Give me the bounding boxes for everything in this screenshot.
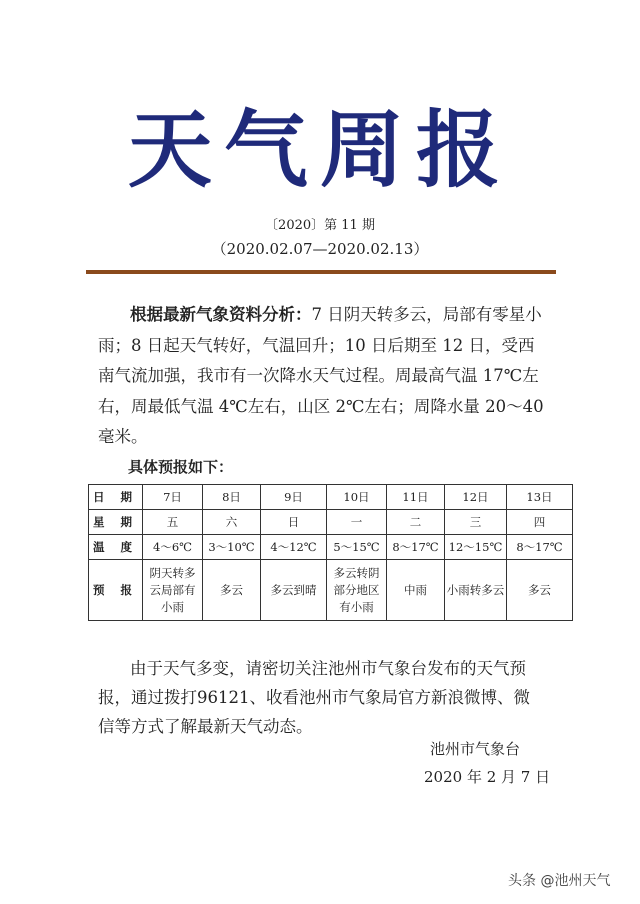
table-cell-forecast: 小雨转多云: [445, 560, 507, 621]
table-cell-temperature: 8～17℃: [507, 535, 573, 560]
table-cell-date: 10日: [327, 485, 387, 510]
table-row-weekday: [89, 510, 573, 535]
table-cell-weekday: 三: [445, 510, 507, 535]
table-row-temperature: [89, 535, 573, 560]
table-cell-weekday: 六: [203, 510, 261, 535]
analysis-lead: 根据最新气象资料分析：: [130, 305, 312, 324]
table-cell-temperature: 12～15℃: [445, 535, 507, 560]
row-label-temperature: 温 度: [89, 535, 143, 560]
table-cell-date: 7日: [143, 485, 203, 510]
signature-org: 池州市气象台: [430, 740, 521, 758]
table-cell-temperature: 5～15℃: [327, 535, 387, 560]
table-row-date: [89, 485, 573, 510]
table-cell-weekday: 五: [143, 510, 203, 535]
table-cell-forecast: 多云转阴部分地区有小雨: [327, 560, 387, 621]
row-label-date: 日 期: [89, 485, 143, 510]
notice-paragraph: 由于天气多变，请密切关注池州市气象台发布的天气预报，通过拨打96121、收看池州市气象局官方新浪微博、微信等方式了解最新天气动态。: [98, 659, 530, 736]
table-cell-forecast: 多云: [507, 560, 573, 621]
table-row-forecast: [89, 560, 573, 621]
divider-rule: [86, 270, 556, 274]
table-cell-date: 12日: [445, 485, 507, 510]
date-range: （2020.02.07—2020.02.13）: [211, 240, 429, 258]
page-title: 天气周报: [127, 101, 512, 199]
signature-date: 2020 年 2 月 7 日: [424, 768, 551, 786]
table-cell-forecast: 中雨: [387, 560, 445, 621]
row-label-forecast: 预 报: [89, 560, 143, 621]
watermark: 头条 @池州天气: [508, 873, 611, 889]
table-cell-forecast: 多云到晴: [261, 560, 327, 621]
table-cell-date: 13日: [507, 485, 573, 510]
table-cell-forecast: 多云: [203, 560, 261, 621]
table-cell-date: 9日: [261, 485, 327, 510]
issue-number: 〔2020〕第 11 期: [265, 218, 375, 233]
analysis-paragraph: [98, 300, 546, 453]
row-label-weekday: 星 期: [89, 510, 143, 535]
table-cell-temperature: 4～6℃: [143, 535, 203, 560]
table-cell-date: 8日: [203, 485, 261, 510]
forecast-table: [88, 484, 573, 621]
table-cell-temperature: 3～10℃: [203, 535, 261, 560]
table-cell-date: 11日: [387, 485, 445, 510]
table-cell-weekday: 二: [387, 510, 445, 535]
table-cell-weekday: 日: [261, 510, 327, 535]
table-cell-temperature: 8～17℃: [387, 535, 445, 560]
table-cell-temperature: 4～12℃: [261, 535, 327, 560]
forecast-heading: 具体预报如下：: [128, 458, 234, 476]
table-cell-weekday: 四: [507, 510, 573, 535]
table-cell-weekday: 一: [327, 510, 387, 535]
analysis-body: 7 日阴天转多云，局部有零星小雨；8 日起天气转好，气温回升；10 日后期至 12 日，受西南气流加强，我市有一次降水天气过程。周最高气温 17℃左右，周最低气温 4℃左右，山区 2℃左右；周降水量 20～40 毫米。: [98, 305, 544, 446]
table-cell-forecast: 阴天转多云局部有小雨: [143, 560, 203, 621]
